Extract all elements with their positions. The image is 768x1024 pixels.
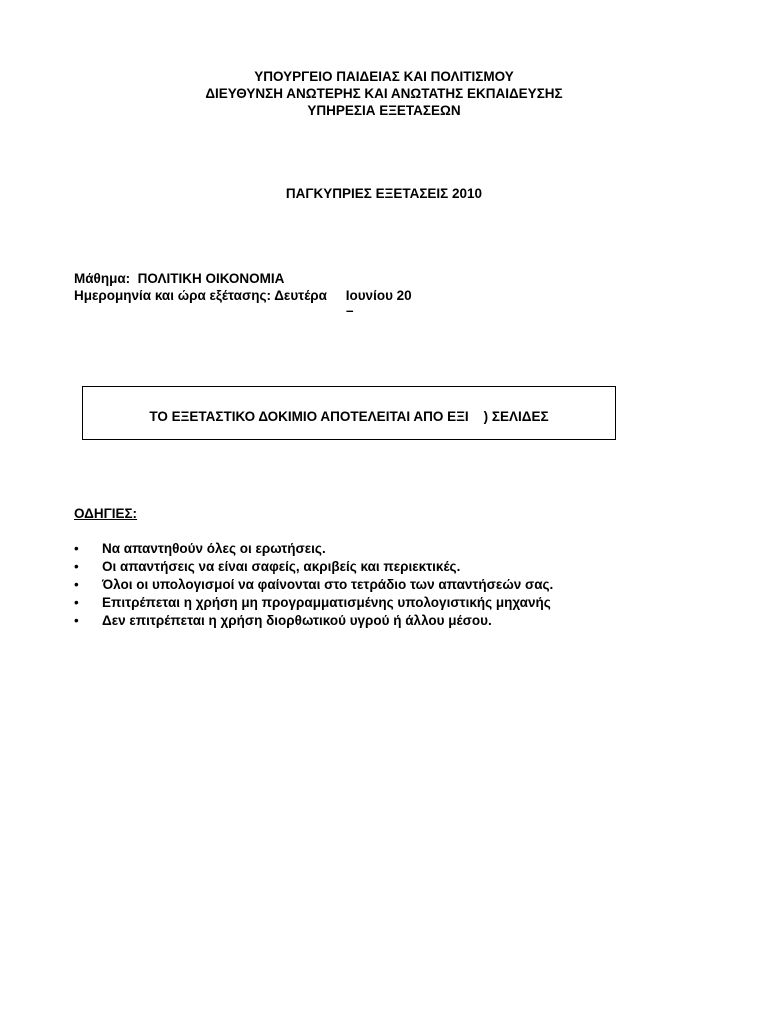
page-count-notice-box bbox=[82, 386, 616, 440]
exam-title: ΠΑΓΚΥΠΡΙΕΣ ΕΞΕΤΑΣΕΙΣ 2010 bbox=[285, 186, 483, 201]
instruction-text: Όλοι οι υπολογισμοί να φαίνονται στο τετράδιο των απαντήσεών σας. bbox=[102, 577, 554, 592]
datetime-dash: – bbox=[346, 303, 354, 318]
ministry-header bbox=[0, 68, 768, 119]
bullet-icon: • bbox=[74, 559, 79, 574]
instructions-list bbox=[74, 540, 553, 630]
list-item bbox=[74, 594, 553, 612]
list-item bbox=[74, 612, 553, 630]
header-ministry-line: ΥΠΟΥΡΓΕΙΟ ΠΑΙΔΕΙΑΣ ΚΑΙ ΠΟΛΙΤΙΣΜΟΥ bbox=[254, 69, 514, 84]
exam-datetime-line: Ημερομηνία και ώρα εξέτασης: Δευτέρα Ιουνίου 20 bbox=[74, 288, 412, 303]
bullet-icon: • bbox=[74, 541, 79, 556]
instructions-heading: ΟΔΗΓΙΕΣ: bbox=[74, 506, 138, 521]
bullet-icon: • bbox=[74, 595, 79, 610]
subject-line: Μάθημα: ΠΟΛΙΤΙΚΗ ΟΙΚΟΝΟΜΙΑ bbox=[74, 271, 285, 286]
exam-meta bbox=[74, 270, 412, 304]
header-directorate-line: ΔΙΕΥΘΥΝΣΗ ΑΝΩΤΕΡΗΣ ΚΑΙ ΑΝΩΤΑΤΗΣ ΕΚΠΑΙΔΕΥΣΗΣ bbox=[205, 86, 563, 101]
instruction-text: Επιτρέπεται η χρήση μη προγραμματισμένης υπολογιστικής μηχανής bbox=[102, 595, 551, 610]
page-count-notice-text: ΤΟ ΕΞΕΤΑΣΤΙΚΟ ΔΟΚΙΜΙΟ ΑΠΟΤΕΛΕΙΤΑΙ ΑΠΟ ΕΞΙ ) ΣΕΛΙΔΕΣ bbox=[149, 409, 549, 424]
instruction-text: Οι απαντήσεις να είναι σαφείς, ακριβείς και περιεκτικές. bbox=[102, 559, 461, 574]
header-service-line: ΥΠΗΡΕΣΙΑ ΕΞΕΤΑΣΕΩΝ bbox=[307, 103, 461, 118]
list-item bbox=[74, 576, 553, 594]
bullet-icon: • bbox=[74, 613, 79, 628]
instruction-text: Δεν επιτρέπεται η χρήση διορθωτικού υγρού ή άλλου μέσου. bbox=[102, 613, 492, 628]
instruction-text: Να απαντηθούν όλες οι ερωτήσεις. bbox=[102, 541, 326, 556]
bullet-icon: • bbox=[74, 577, 79, 592]
list-item bbox=[74, 540, 553, 558]
list-item bbox=[74, 558, 553, 576]
